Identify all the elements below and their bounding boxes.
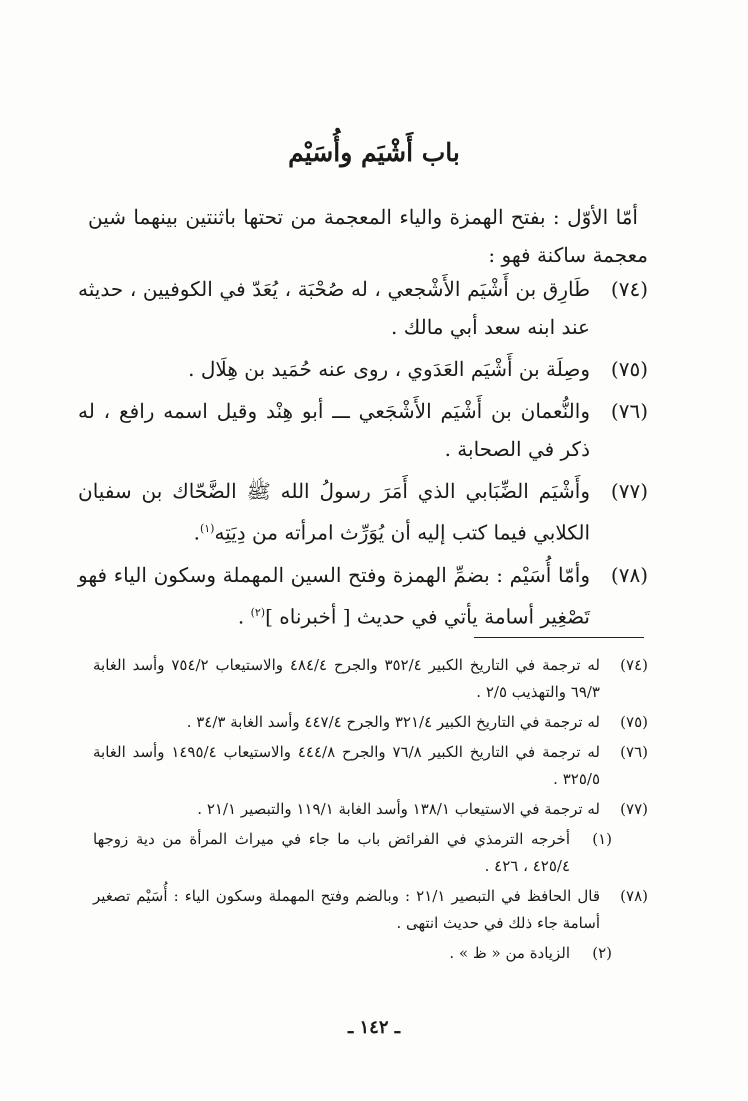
entry-77 <box>68 472 648 552</box>
entry-number: (٧٦) <box>610 399 648 423</box>
footnote-divider <box>474 637 644 638</box>
entry-text: وصِلَة بن أَشْيَم العَدَوي ، روى عنه حُمَيد بن هِلَال . <box>188 357 590 381</box>
footnote-text: قال الحافظ في التبصير ٢١/١ : وبالضم وفتح المهملة وسكون الياء : أُسَيْم تصغير أسامة جاء ذلك في حديث انتهى . <box>93 887 600 932</box>
footnote-77 <box>73 796 648 823</box>
entry-text: وأمّا أُسَيْم : بضمِّ الهمزة وفتح السين المهملة وسكون الياء فهو تَصْغِير أسامة يأتي في حديث [ أخبرناه ] <box>78 562 590 629</box>
footnote-text: أخرجه الترمذي في الفرائض باب ما جاء في ميراث المرأة من دية زوجها ٤٢٥/٤ ، ٤٢٦ . <box>93 830 570 875</box>
intro-text: أمّا الأوّل : بفتح الهمزة والياء المعجمة من تحتها باثنتين بينهما شين معجمة ساكنة فهو : <box>88 205 648 267</box>
entry-text: وأَشْيَم الضِّبَابي الذي أَمَرَ رسولُ الله ﷺ الضَّحّاك بن سفيان الكلابي فيما كتب إليه أن يُوَرِّث امرأته من دِيَتِه <box>78 479 590 545</box>
entry-74 <box>68 270 648 346</box>
footnote-ref: (١) <box>199 522 215 535</box>
entry-number: (٧٨) <box>610 562 648 587</box>
intro-paragraph <box>88 198 648 274</box>
footnote-number: (٧٧) <box>620 800 648 818</box>
entry-tail: . <box>237 604 251 629</box>
entry-text: طَارِق بن أَشْيَم الأَشْجعي ، له صُحْبَة ، يُعَدّ في الكوفيين ، حديثه عند ابنه سعد أبي مالك . <box>78 277 590 339</box>
entry-number: (٧٧) <box>610 479 648 503</box>
footnote-text: له ترجمة في التاريخ الكبير ٣٢١/٤ والجرح ٤٤٧/٤ وأسد الغابة ٣٤/٣ . <box>186 713 600 731</box>
entry-number: (٧٥) <box>610 357 648 381</box>
chapter-title: باب أَشْيَم وأُسَيْم <box>288 138 460 167</box>
entry-text: والنُّعمان بن أَشْيَم الأَشْجَعي ـــ أبو هِنْد وقيل اسمه رافع ، له ذكر في الصحابة . <box>78 399 590 461</box>
footnote-number: (١) <box>592 830 612 848</box>
footnote-number: (٧٨) <box>620 887 648 905</box>
entry-tail: . <box>193 520 200 545</box>
entry-76 <box>68 392 648 468</box>
footnote-text: له ترجمة في الاستيعاب ١٣٨/١ وأسد الغابة ١١٩/١ والتبصير ٢١/١ . <box>197 800 600 818</box>
footnote-number: (٧٤) <box>620 656 648 674</box>
footnote-text: له ترجمة في التاريخ الكبير ٧٦/٨ والجرح ٤٤٤/٨ والاستيعاب ١٤٩٥/٤ وأسد الغابة ٣٢٥/٥ . <box>93 743 600 788</box>
entry-75 <box>68 350 648 388</box>
entry-number: (٧٤) <box>610 277 648 301</box>
entry-text-wrap <box>68 556 590 636</box>
footnote-number: (٢) <box>592 944 612 962</box>
entries-list <box>68 270 648 639</box>
footnote-number: (٧٥) <box>620 713 648 731</box>
footnote-text: الزيادة من « ظ » . <box>449 944 570 962</box>
footnote-76 <box>73 739 648 793</box>
footnote-75 <box>73 709 648 736</box>
footnote-text: له ترجمة في التاريخ الكبير ٣٥٢/٤ والجرح ٤٨٤/٤ والاستيعاب ٧٥٤/٢ وأسد الغابة ٦٩/٣ والتهذيب ٢/٥ . <box>93 656 600 701</box>
footnote-78 <box>73 883 648 937</box>
entry-text-wrap <box>68 472 590 552</box>
footnote-2 <box>73 940 648 967</box>
footnote-74 <box>73 652 648 706</box>
page-number: ـ ١٤٢ ـ <box>347 1017 401 1038</box>
footnote-number: (٧٦) <box>620 743 648 761</box>
footnotes-list <box>73 652 648 970</box>
footnote-1 <box>73 826 648 880</box>
footnote-ref: (٢) <box>250 605 266 619</box>
entry-78 <box>68 556 648 636</box>
